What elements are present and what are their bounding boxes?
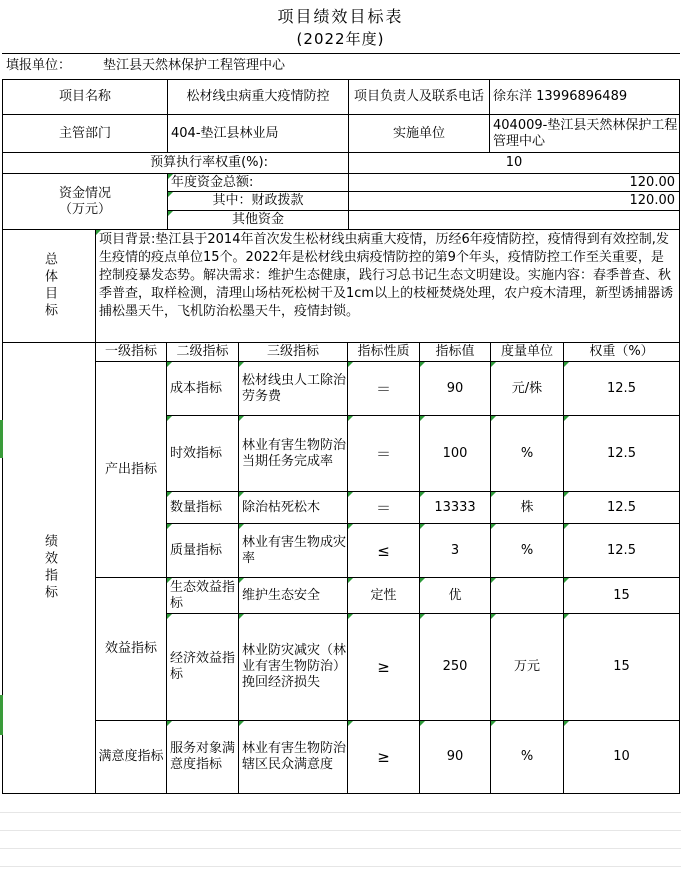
- row-econ-l2: 经济效益指标: [166, 613, 239, 721]
- fund-fiscal-label: 其中：财政拨款: [167, 191, 349, 211]
- reporting-unit-label: 填报单位：: [6, 58, 72, 73]
- row-qty-unit: 株: [490, 491, 564, 524]
- header-nature: 指标性质: [347, 342, 420, 362]
- row-qty-value: 13333: [419, 491, 491, 524]
- row-qty-nature: ＝: [347, 491, 420, 524]
- fund-total-label: 年度资金总额:: [167, 173, 349, 192]
- row-econ-unit: 万元: [490, 613, 564, 721]
- fund-other-label: 其他资金: [167, 210, 349, 230]
- header-weight: 权重（%）: [563, 342, 680, 362]
- row-cost-value: 90: [419, 361, 491, 416]
- header-level3: 三级指标: [238, 342, 348, 362]
- document-year: (2022年度): [296, 30, 385, 48]
- row-satis-weight: 10: [563, 720, 680, 794]
- impl-value: 404009-垫江县天然林保护工程管理中心: [489, 114, 680, 153]
- row-satis-value: 90: [419, 720, 491, 794]
- budget-weight-label: 预算执行率权重(%):: [2, 152, 349, 174]
- cell-marker: [0, 420, 3, 458]
- header-level2: 二级指标: [166, 342, 239, 362]
- row-cost-l3: 松材线虫人工除治劳务费: [238, 361, 348, 416]
- dept-value: 404-垫江县林业局: [167, 114, 349, 153]
- budget-weight-value: 10: [348, 152, 680, 174]
- row-cost-weight: 12.5: [563, 361, 680, 416]
- overall-goal-text: 项目背景:垫江县于2014年首次发生松材线虫病重大疫情，历经6年疫情防控，疫情得到有效控制,发生疫情的疫点单位15个。2022年是松材线虫病疫情防控的第9个年头，疫情防控工作至关重要，是控制疫暴发态势。解决需求：维护生态健康，践行习总书记生态文明建设。实施内容：春季普查、秋季普查，取样检测，清理山场枯死松树干及1cm以上的枝桠焚烧处理，农户疫木清理，新型诱捕器诱捕松墨天牛，飞机防治松墨天牛，疫情封锁。: [95, 229, 680, 343]
- row-satis-unit: %: [490, 720, 564, 794]
- row-eco-value: 优: [419, 577, 491, 614]
- header-level1: 一级指标: [95, 342, 167, 362]
- row-time-l3: 林业有害生物防治当期任务完成率: [238, 415, 348, 492]
- row-cost-unit: 元/株: [490, 361, 564, 416]
- row-time-value: 100: [419, 415, 491, 492]
- contact-label: 项目负责人及联系电话: [348, 79, 490, 115]
- overall-goal-label-text: 总体目标: [42, 252, 57, 320]
- row-time-unit: %: [490, 415, 564, 492]
- row-eco-l3: 维护生态安全: [238, 577, 348, 614]
- fund-fiscal-value: 120.00: [348, 191, 680, 211]
- row-qty-l2: 数量指标: [166, 491, 239, 524]
- header-unit: 度量单位: [490, 342, 564, 362]
- row-eco-weight: 15: [563, 577, 680, 614]
- row-eco-nature: 定性: [347, 577, 420, 614]
- project-name-value: 松材线虫病重大疫情防控: [167, 79, 349, 115]
- row-quality-value: 3: [419, 523, 491, 578]
- impl-label: 实施单位: [348, 114, 490, 153]
- row-satis-nature: ≥: [347, 720, 420, 794]
- row-eco-l2: 生态效益指标: [166, 577, 239, 614]
- cell-marker: [0, 695, 3, 735]
- row-time-l2: 时效指标: [166, 415, 239, 492]
- row-satis-l2: 服务对象满意度指标: [166, 720, 239, 794]
- row-econ-value: 250: [419, 613, 491, 721]
- row-econ-nature: ≥: [347, 613, 420, 721]
- row-qty-l3: 除治枯死松木: [238, 491, 348, 524]
- fund-other-value: [348, 210, 680, 230]
- row-time-weight: 12.5: [563, 415, 680, 492]
- perf-indicators-label: [2, 342, 96, 794]
- row-quality-l3: 林业有害生物成灾率: [238, 523, 348, 578]
- group-output: 产出指标: [95, 361, 167, 578]
- fund-total-value: 120.00: [348, 173, 680, 192]
- row-econ-weight: 15: [563, 613, 680, 721]
- row-time-nature: ＝: [347, 415, 420, 492]
- row-cost-l2: 成本指标: [166, 361, 239, 416]
- project-name-label: 项目名称: [2, 79, 168, 115]
- row-cost-nature: ＝: [347, 361, 420, 416]
- overall-goal-label: [2, 229, 96, 343]
- contact-value: 徐东洋 13996896489: [489, 79, 680, 115]
- document-title: 项目绩效目标表: [277, 7, 404, 26]
- row-quality-unit: %: [490, 523, 564, 578]
- header-value: 指标值: [419, 342, 491, 362]
- row-econ-l3: 林业防灾减灾（林业有害生物防治）挽回经济损失: [238, 613, 348, 721]
- row-quality-nature: ≤: [347, 523, 420, 578]
- row-qty-weight: 12.5: [563, 491, 680, 524]
- row-satis-l3: 林业有害生物防治辖区民众满意度: [238, 720, 348, 794]
- group-benefit: 效益指标: [95, 577, 167, 721]
- perf-indicators-label-text: 绩效指标: [42, 534, 57, 602]
- row-quality-l2: 质量指标: [166, 523, 239, 578]
- fund-label-line2: （万元）: [58, 201, 111, 217]
- row-eco-unit: [490, 577, 564, 614]
- dept-label: 主管部门: [2, 114, 168, 153]
- reporting-unit-value: 垫江县天然林保护工程管理中心: [103, 58, 286, 73]
- fund-label-line1: 资金情况: [58, 185, 111, 201]
- group-satisfaction: 满意度指标: [95, 720, 167, 794]
- fund-label: [2, 173, 168, 230]
- row-quality-weight: 12.5: [563, 523, 680, 578]
